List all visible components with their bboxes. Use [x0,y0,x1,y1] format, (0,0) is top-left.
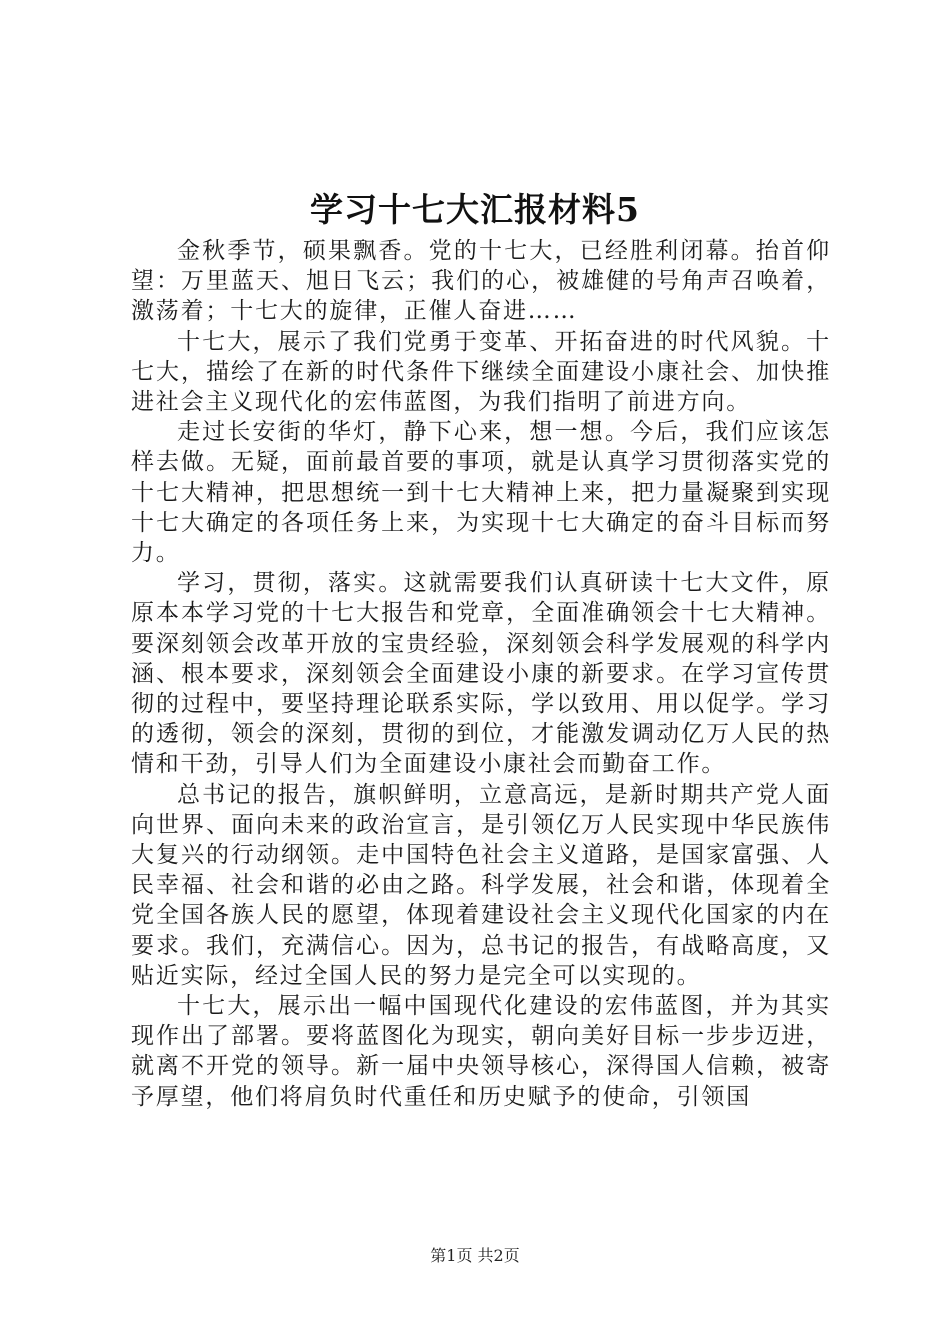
document-title: 学习十七大汇报材料5 [310,190,640,229]
page-number-footer: 第1页 共2页 [430,1246,520,1265]
paragraph-3: 走过长安街的华灯，静下心来，想一想。今后，我们应该怎样去做。无疑，面前最首要的事项，就是认真学习贯彻落实党的十七大精神，把思想统一到十七大精神上来，把力量凝聚到实现十七大确定的各项任务上来，为实现十七大确定的奋斗目标而努力。 [131,419,831,567]
paragraph-2: 十七大，展示了我们党勇于变革、开拓奋进的时代风貌。十七大，描绘了在新的时代条件下继续全面建设小康社会、加快推进社会主义现代化的宏伟蓝图，为我们指明了前进方向。 [131,328,831,416]
paragraph-6: 十七大，展示出一幅中国现代化建设的宏伟蓝图，并为其实现作出了部署。要将蓝图化为现实，朝向美好目标一步步迈进，就离不开党的领导。新一届中央领导核心，深得国人信赖，被寄予厚望，他们将肩负时代重任和历史赋予的使命，引领国 [131,993,831,1110]
paragraph-4: 学习，贯彻，落实。这就需要我们认真研读十七大文件，原原本本学习党的十七大报告和党章，全面准确领会十七大精神。要深刻领会改革开放的宝贵经验，深刻领会科学发展观的科学内涵、根本要求，深刻领会全面建设小康的新要求。在学习宣传贯彻的过程中，要坚持理论联系实际，学以致用、用以促学。学习的透彻，领会的深刻，贯彻的到位，才能激发调动亿万人民的热情和干劲，引导人们为全面建设小康社会而勤奋工作。 [131,570,831,778]
paragraph-1: 金秋季节，硕果飘香。党的十七大，已经胜利闭幕。抬首仰望：万里蓝天、旭日飞云；我们的心，被雄健的号角声召唤着，激荡着；十七大的旋律，正催人奋进…… [131,238,831,325]
document-body [131,236,831,1112]
paragraph-5: 总书记的报告，旗帜鲜明，立意高远，是新时期共产党人面向世界、面向未来的政治宣言，是引领亿万人民实现中华民族伟大复兴的行动纲领。走中国特色社会主义道路，是国家富强、人民幸福、社会和谐的必由之路。科学发展，社会和谐，体现着全党全国各族人民的愿望，体现着建设社会主义现代化国家的内在要求。我们，充满信心。因为，总书记的报告，有战略高度，又贴近实际，经过全国人民的努力是完全可以实现的。 [131,781,831,989]
